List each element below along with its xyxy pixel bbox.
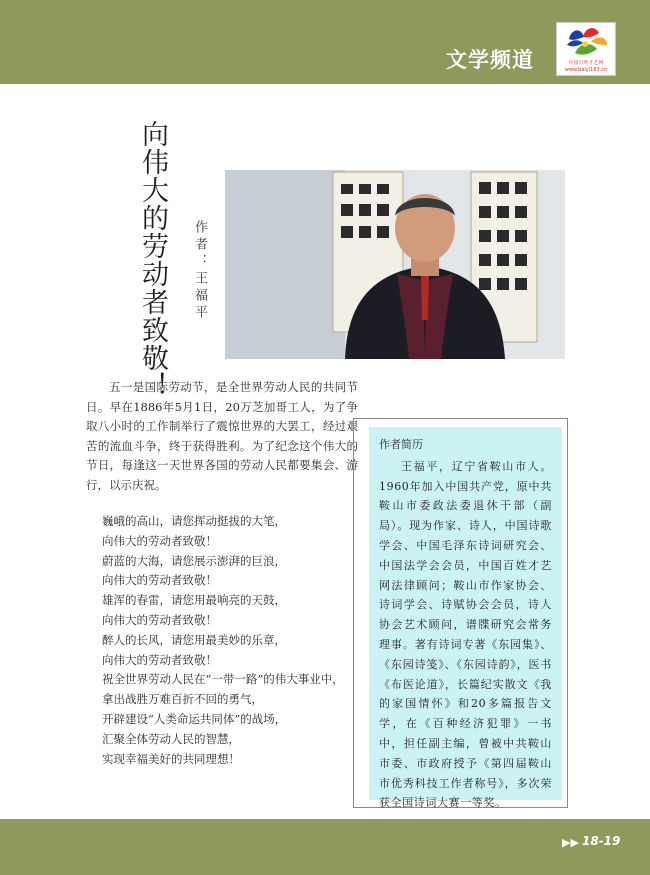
site-logo[interactable] xyxy=(556,22,616,76)
poem-line: 开辟建设“人类命运共同体”的战场， xyxy=(102,711,287,726)
poem-line: 蔚蓝的大海，请您展示澎湃的巨浪， xyxy=(102,553,286,568)
poem-line: 祝全世界劳动人民在“一带一路”的伟大事业中， xyxy=(102,672,344,687)
intro-text xyxy=(86,378,358,495)
poem xyxy=(102,512,372,769)
author-line: 作者：王福平 xyxy=(192,220,207,322)
header-bar xyxy=(0,0,650,84)
poem-line: 醉人的长风，请您用最美妙的乐章， xyxy=(102,632,286,647)
poem-line: 向伟大的劳动者致敬！ xyxy=(102,533,217,548)
article-title: 向伟大的劳动者致敬！ xyxy=(137,120,168,400)
logo-url: www.baiyi163.cn xyxy=(564,67,608,73)
poem-line: 向伟大的劳动者致敬！ xyxy=(102,573,217,588)
poem-line: 巍峨的高山，请您挥动挺拔的大笔， xyxy=(102,514,286,528)
intro-paragraph: 五一是国际劳动节，是全世界劳动人民的共同节日。早在1886年5月1日，20万芝加哥工人，为了争取八小时的工作制举行了震惊世界的大罢工，经过艰苦的流血斗争，终于获得胜利。为了纪念这个伟大的节日，每逢这一天世界各国的劳动人民都要集会、游行，以示庆祝。 xyxy=(86,380,358,492)
flower-logo-icon xyxy=(561,25,611,59)
bio-title: 作者简历 xyxy=(379,438,423,451)
poem-line: 汇聚全体劳动人民的智慧， xyxy=(102,731,240,746)
logo-name: 中国百姓才艺网 xyxy=(568,60,604,66)
poem-line: 实现幸福美好的共同理想！ xyxy=(102,751,240,766)
poem-line: 向伟大的劳动者致敬！ xyxy=(102,652,217,667)
author-bio-box xyxy=(369,427,562,810)
page-number: 18-19 xyxy=(582,834,621,848)
author-photo xyxy=(225,170,565,359)
channel-title: 文学频道 xyxy=(446,48,534,72)
poem-line: 拿出战胜万难百折不回的勇气， xyxy=(102,692,263,707)
footer-bar xyxy=(0,819,650,875)
bio-text: 王福平，辽宁省鞍山市人。1960年加入中国共产党，原中共鞍山市委政法委退休干部（副局）。现为作家、诗人，中国诗歌学会、中国毛泽东诗词研究会、中国法学会会员，中国百姓才艺网法律顾问；鞍山市作家协会、诗词学会、诗赋协会会员，诗人协会艺术顾问，谱牒研究会常务理事。著有诗词专著《东园集》、《东园诗笺》、《东园诗韵》，医书《布医论道》，长篇纪实散文《我的家国情怀》和20多篇报告文学，在《百种经济犯罪》一书中，担任副主编，曾被中共鞍山市委、市政府授予《第四届鞍山市优秀科技工作者称号》，多次荣获全国诗词大赛一等奖。 xyxy=(379,459,552,810)
poem-line: 向伟大的劳动者致敬！ xyxy=(102,612,217,627)
double-arrow-icon: ▶▶ xyxy=(562,836,579,849)
poem-line: 雄浑的春雷，请您用最响亮的天鼓， xyxy=(102,593,286,608)
